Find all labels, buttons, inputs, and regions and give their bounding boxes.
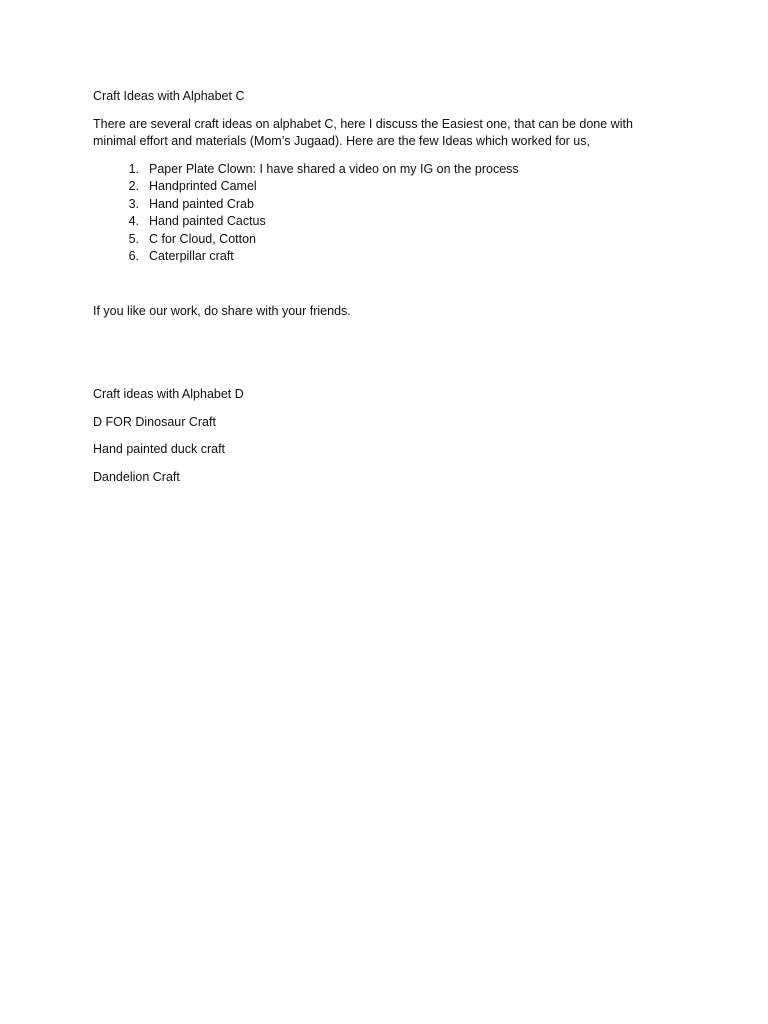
section-d-line: Dandelion Craft	[93, 469, 180, 484]
list-item-text: Handprinted Camel	[149, 179, 257, 193]
list-item-number: 6.	[128, 249, 139, 263]
section-c-heading: Craft Ideas with Alphabet C	[93, 89, 245, 103]
craft-ideas-list	[93, 161, 673, 266]
document-body	[93, 88, 673, 496]
list-item	[93, 213, 673, 231]
list-item	[93, 161, 673, 179]
list-item	[93, 178, 673, 196]
list-item-text: Paper Plate Clown: I have shared a video on my IG on the process	[149, 161, 519, 176]
list-item-number: 3.	[128, 196, 139, 211]
list-item	[93, 248, 673, 266]
section-d-heading: Craft ideas with Alphabet D	[93, 387, 244, 401]
spacer	[93, 330, 673, 386]
list-item	[93, 196, 673, 214]
list-item	[93, 231, 673, 249]
section-c-intro: There are several craft ideas on alphabet C, here I discuss the Easiest one, that can be done with minimal effort and materials (Mom’s Jugaad). Here are the few Ideas which worked for us,	[93, 116, 633, 148]
share-note: If you like our work, do share with your friends.	[93, 303, 351, 318]
list-item-text: C for Cloud, Cotton	[149, 231, 256, 246]
list-item-number: 5.	[128, 231, 139, 246]
list-item-number: 4.	[128, 214, 139, 228]
list-item-text: Hand painted Crab	[149, 196, 254, 211]
section-d-line: Hand painted duck craft	[93, 442, 226, 456]
spacer	[93, 266, 673, 303]
section-d-line: D FOR Dinosaur Craft	[93, 414, 216, 429]
list-item-text: Hand painted Cactus	[149, 214, 266, 228]
list-item-number: 2.	[128, 179, 139, 193]
list-item-text: Caterpillar craft	[149, 249, 234, 263]
list-item-number: 1.	[128, 161, 139, 176]
